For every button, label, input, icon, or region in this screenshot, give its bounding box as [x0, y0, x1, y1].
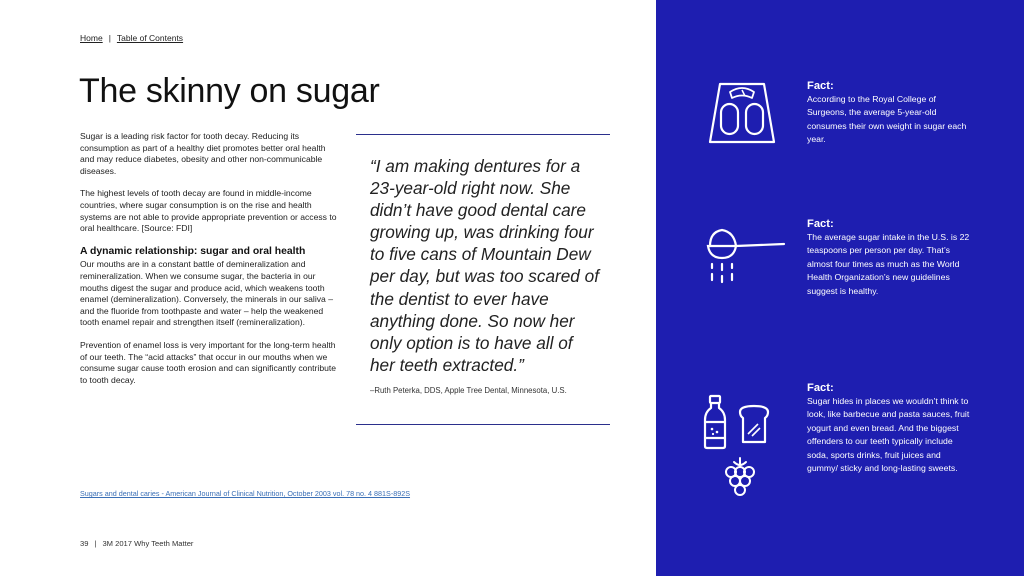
pull-quote — [356, 134, 610, 395]
bread-icon — [738, 404, 770, 444]
breadcrumb — [80, 33, 183, 43]
fact-2-heading: Fact: — [807, 218, 834, 230]
berries-icon — [722, 456, 758, 496]
page-number: 39 — [80, 539, 89, 548]
source-link[interactable]: Sugars and dental caries - American Journal of Clinical Nutrition, October 2003 vol. 78 no. 4 881S-892S — [80, 489, 411, 498]
breadcrumb-home-link[interactable]: Home — [80, 33, 103, 43]
body-paragraph-3: Our mouths are in a constant battle of demineralization and remineralization. When we consume sugar, the bacteria in our mouths digest the sugar and produce acid, which weakens tooth enamel (demineralization). Conversely, the minerals in our saliva – and the fluoride from toothpaste and water – help the weakened tooth enamel repair and strengthen itself (remineralization). — [80, 259, 333, 328]
body-paragraph-1: Sugar is a leading risk factor for tooth decay. Reducing its consumption as part of a healthy diet promotes better oral health and may reduce diabetes, obesity and other non-communicable diseases. — [80, 131, 326, 176]
soda-bottle-icon — [702, 394, 728, 450]
scale-icon — [706, 80, 778, 148]
fact-2-text: The average sugar intake in the U.S. is 22 teaspoons per person per day. That’s almost four times as much as the World Health Organization’s new guidelines suggest is healthy. — [807, 232, 970, 296]
fact-1-heading: Fact: — [807, 80, 834, 92]
footer-separator: | — [94, 539, 97, 548]
breadcrumb-separator: | — [108, 33, 111, 43]
breadcrumb-toc-link[interactable]: Table of Contents — [116, 33, 184, 43]
facts-panel — [656, 0, 1024, 576]
body-paragraph-4: Prevention of enamel loss is very important for the long-term health of our teeth. The “acid attacks” that occur in our mouths when we consume sugar cause tooth erosion and can significantly contribute to tooth decay. — [80, 339, 337, 385]
quote-text: “I am making dentures for a 23-year-old right now. She didn’t have good dental care growing up, was drinking four to five cans of Mountain Dew per day, but was too scared of the dentist to ever have anything done. So now her only option is to have all of her teeth extracted.” — [370, 156, 599, 375]
fact-3 — [807, 382, 972, 475]
quote-top-rule — [356, 134, 610, 135]
body-paragraph-2: The highest levels of tooth decay are found in middle-income countries, where sugar consumption is on the rise and health systems are not able to provide appropriate prevention or access to oral healthcare. [Source: FDI] — [80, 188, 337, 234]
fact-3-text: Sugar hides in places we wouldn’t think to look, like barbecue and pasta sauces, fruit yogurt and even bread. And the biggest offenders to our teeth typically include soda, sports drinks, fruit juices and gummy/ sticky and long-lasting sweets. — [807, 396, 970, 474]
sugar-spoon-icon — [704, 228, 788, 288]
body-text-column — [80, 131, 338, 397]
page-footer — [80, 539, 193, 548]
quote-bottom-rule — [356, 424, 610, 425]
fact-1 — [807, 80, 972, 147]
fact-2 — [807, 218, 972, 298]
section-heading: A dynamic relationship: sugar and oral health — [80, 245, 306, 257]
fact-1-text: According to the Royal College of Surgeons, the average 5-year-old consumes their own weight in sugar each year. — [807, 94, 967, 145]
fact-3-heading: Fact: — [807, 382, 834, 394]
quote-attribution: –Ruth Peterka, DDS, Apple Tree Dental, Minnesota, U.S. — [370, 385, 567, 395]
document-title: 3M 2017 Why Teeth Matter — [102, 539, 194, 548]
page-title: The skinny on sugar — [79, 72, 380, 110]
